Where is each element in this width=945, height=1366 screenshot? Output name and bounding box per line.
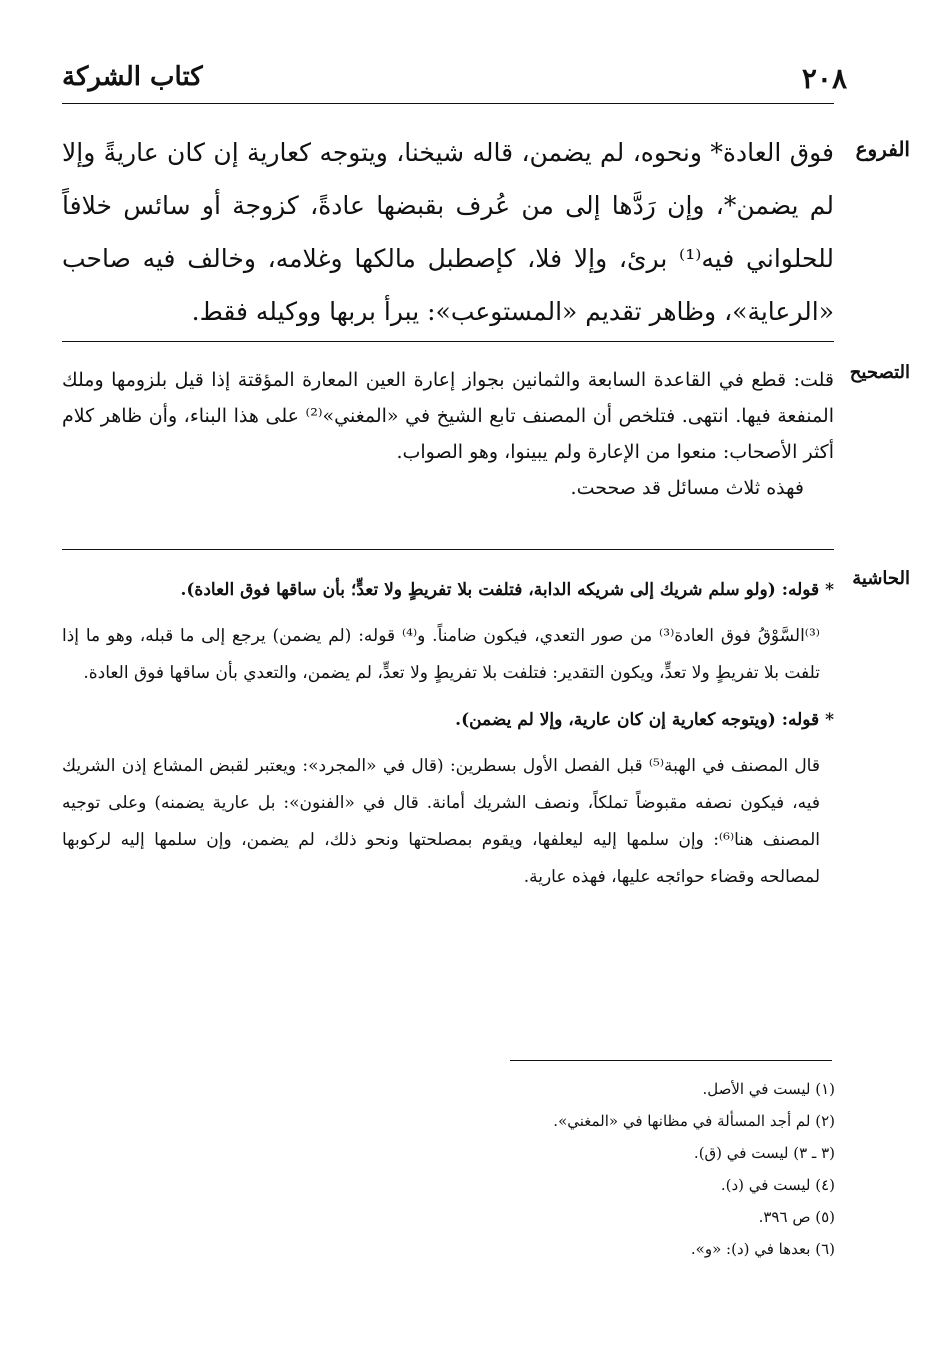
hashiya-quote: * قوله: (ويتوجه كعارية إن كان عارية، وإلا لم يضمن). <box>455 710 834 730</box>
footnote-rule <box>510 1060 832 1061</box>
footnote: (٥) ص ٣٩٦. <box>758 1208 835 1226</box>
header-rule <box>62 103 834 104</box>
tashih-conclusion: فهذه ثلاث مسائل قد صححت. <box>570 477 804 499</box>
hashiya-quote: * قوله: (ولو سلم شريك إلى شريكه الدابة، فتلفت بلا تفريطٍ ولا تعدٍّ؛ بأن ساقها فوق العادة). <box>180 580 834 600</box>
footnote: (١) ليست في الأصل. <box>702 1080 835 1098</box>
furu-text: فوق العادة* ونحوه، لم يضمن، قاله شيخنا، ويتوجه كعارية إن كان عاريةً وإلا لم يضمن*، وإن رَدَّها إلى من عُرف بقبضها عادةً، كزوجة أو سائس خلافاً للحلواني فيه⁽¹⁾ برئ، وإلا فلا، كإصطبل مالكها وغلامه، وخالف فيه صاحب «الرعاية»، وظاهر تقديم «المستوعب»: يبرأ بربها ووكيله فقط. <box>62 138 834 326</box>
running-title: كتاب الشركة <box>62 62 203 92</box>
hashiya-comment: ⁽³⁾السَّوْقُ فوق العادة⁽³⁾ من صور التعدي، فيكون ضامناً. و⁽⁴⁾ قوله: (لم يضمن) يرجع إلى ما قبله، وهو ما إذا تلفت بلا تفريطٍ ولا تعدٍّ، ويكون التقدير: فتلفت بلا تفريطٍ ولا تعدٍّ، لم يضمن، والتعدي بأن ساقها فوق العادة. <box>62 626 820 683</box>
tashih-paragraph: قلت: قطع في القاعدة السابعة والثمانين بجواز إعارة العين المعارة المؤقتة إذا قيل بلزومها وملك المنفعة فيها. انتهى. فتلخص أن المصنف تابع الشيخ في «المغني»⁽²⁾ على هذا البناء، وأن ظاهر كلام أكثر الأصحاب: منعوا من الإعارة ولم يبينوا، وهو الصواب. <box>62 369 834 463</box>
hashiya-comment: قال المصنف في الهبة⁽⁵⁾ قبل الفصل الأول بسطرين: (قال في «المجرد»: ويعتبر لقبض المشاع إذن الشريك فيه، فيكون نصفه مقبوضاً تملكاً، ونصف الشريك أمانة. قال في «الفنون»: بل عارية يضمنه) وعلى توجيه المصنف هنا⁽⁶⁾: وإن سلمها إليه ليعلفها، ويقوم بمصلحتها ونحو ذلك، لم يضمن، وإن سلمها إليه لركوبها لمصالحه وقضاء حوائجه عليها، فهذه عارية. <box>62 756 821 887</box>
tashih-text <box>62 362 834 506</box>
label-furu: الفروع <box>855 137 910 161</box>
footnote: (٤) ليست في (د). <box>720 1176 835 1194</box>
section-divider <box>62 341 834 342</box>
section-divider <box>62 549 834 550</box>
footnote: (٦) بعدها في (د): «و». <box>690 1240 835 1258</box>
page-number: ٢٠٨ <box>801 62 847 95</box>
footnote: (٢) لم أجد المسألة في مظانها في «المغني». <box>553 1112 835 1130</box>
label-hashiya: الحاشية <box>852 568 910 589</box>
label-tashih: التصحيح <box>849 362 910 383</box>
footnote: (٣ ـ ٣) ليست في (ق). <box>693 1144 835 1162</box>
hashiya-text <box>62 572 834 906</box>
footnotes <box>335 1073 835 1265</box>
